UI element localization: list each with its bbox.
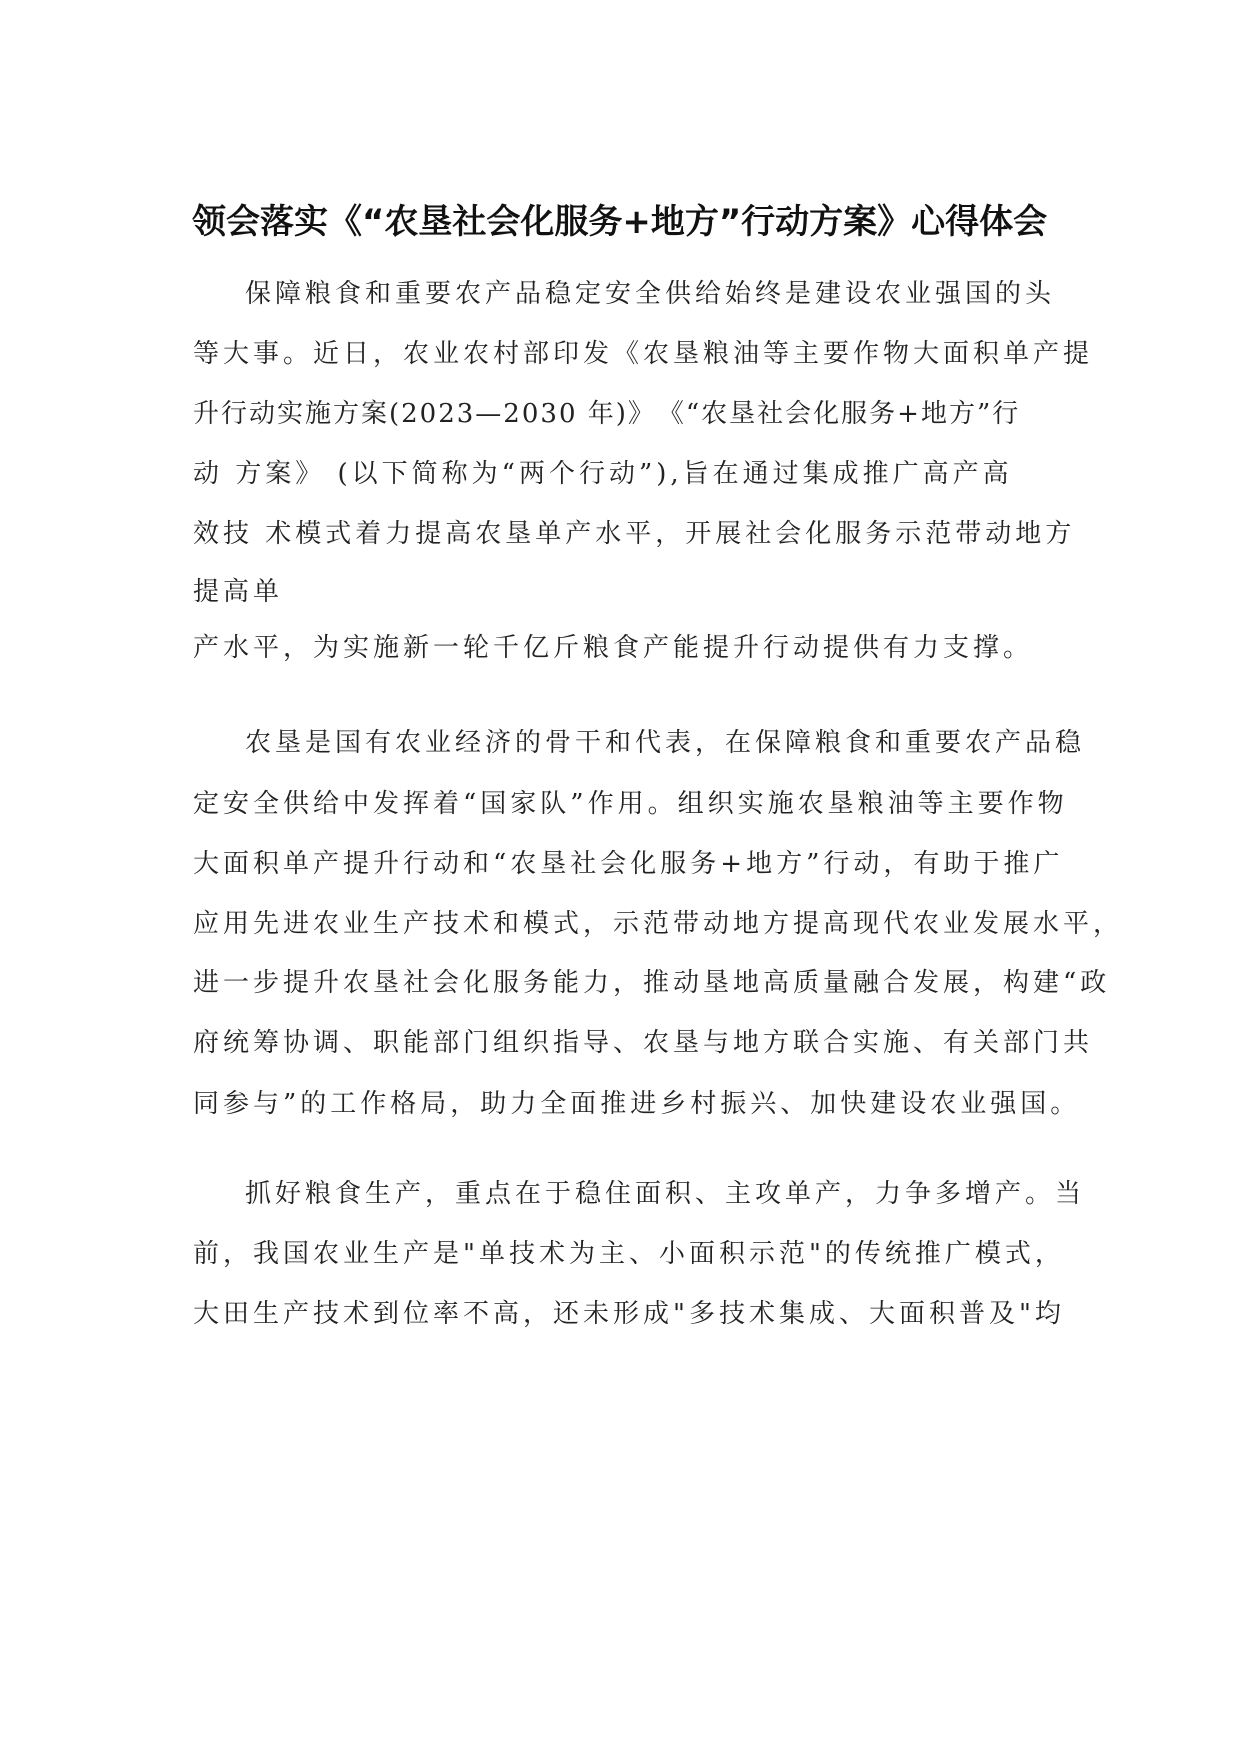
paragraph-1-line-6: 提高单 <box>193 577 284 607</box>
paragraph-1-line-7: 产水平，为实施新一轮千亿斤粮食产能提升行动提供有力支撑。 <box>193 633 1034 663</box>
paragraph-2-line-2: 定安全供给中发挥着“国家队”作用。组织实施农垦粮油等主要作物 <box>193 789 1068 819</box>
paragraph-3-line-1: 抓好粮食生产，重点在于稳住面积、主攻单产，力争多增产。当 <box>245 1179 1086 1209</box>
paragraph-1-line-5: 效技 术模式着力提高农垦单产水平，开展社会化服务示范带动地方 <box>193 519 1076 549</box>
paragraph-1-line-3: 升行动实施方案(2023—2030 年)》 《“农垦社会化服务+地方”行 <box>193 399 1021 429</box>
paragraph-2-line-4: 应用先进农业生产技术和模式，示范带动地方提高现代农业发展水平， <box>193 909 1124 939</box>
paragraph-3-line-2: 前，我国农业生产是"单技术为主、小面积示范"的传统推广模式， <box>193 1239 1065 1269</box>
document-title: 领会落实《“农垦社会化服务+地方”行动方案》心得体会 <box>192 202 1048 242</box>
paragraph-2-line-1: 农垦是国有农业经济的骨干和代表，在保障粮食和重要农产品稳 <box>245 728 1086 758</box>
paragraph-1-line-1: 保障粮食和重要农产品稳定安全供给始终是建设农业强国的头 <box>245 279 1056 309</box>
paragraph-2-line-3: 大面积单产提升行动和“农垦社会化服务+地方”行动，有助于推广 <box>193 849 1064 879</box>
paragraph-2-line-7: 同参与”的工作格局，助力全面推进乡村振兴、加快建设农业强国。 <box>193 1089 1081 1119</box>
paragraph-2-line-5: 进一步提升农垦社会化服务能力，推动垦地高质量融合发展，构建“政 <box>193 968 1111 998</box>
paragraph-1-line-2: 等大事。近日，农业农村部印发《农垦粮油等主要作物大面积单产提 <box>193 339 1094 369</box>
paragraph-2-line-6: 府统筹协调、职能部门组织指导、农垦与地方联合实施、有关部门共 <box>193 1028 1094 1058</box>
paragraph-3-line-3: 大田生产技术到位率不高，还未形成"多技术集成、大面积普及"均 <box>193 1299 1065 1329</box>
paragraph-1-line-4: 动 方案》 (以下简称为“两个行动”),旨在通过集成推广高产高 <box>193 459 1013 489</box>
